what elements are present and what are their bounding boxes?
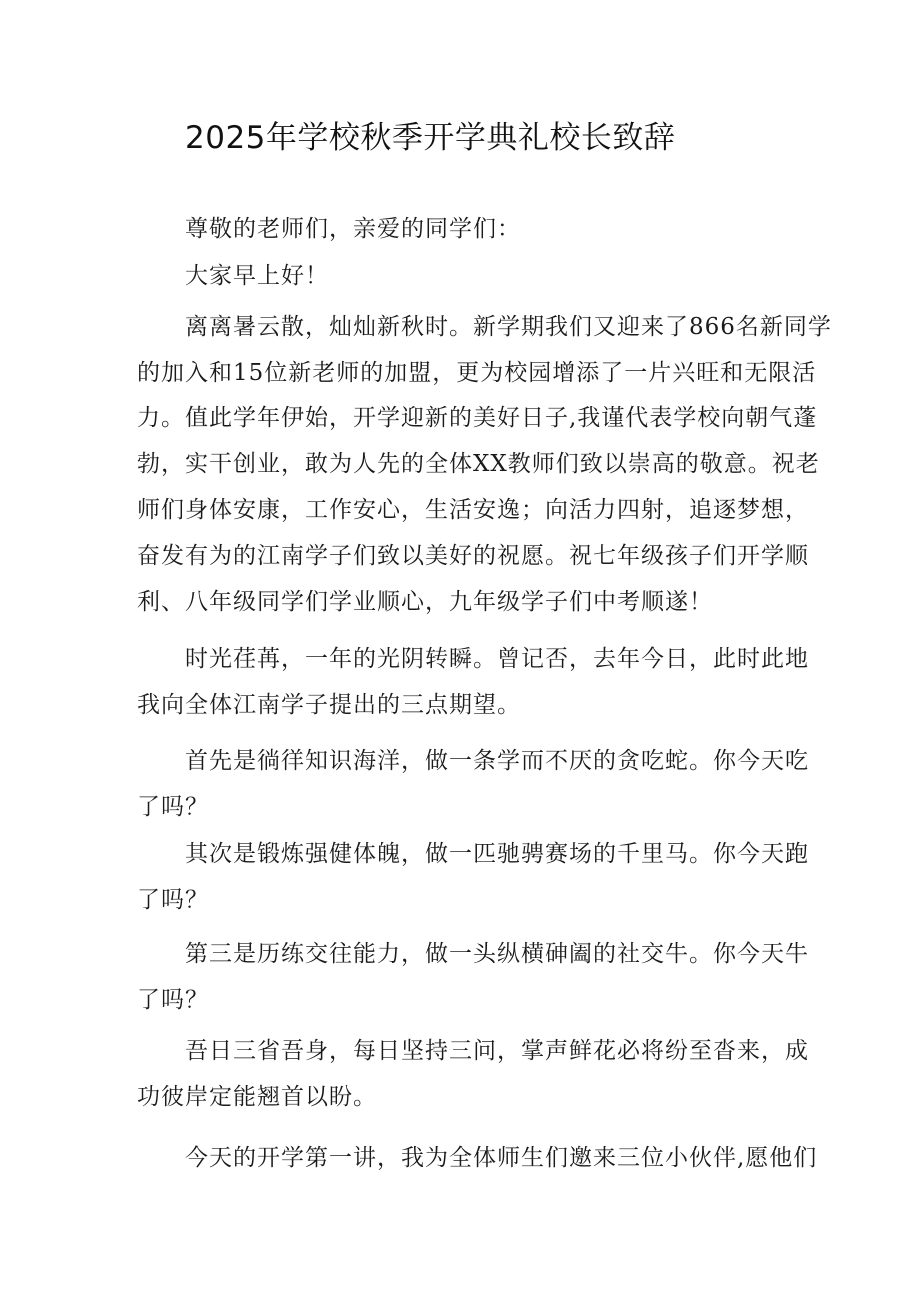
paragraph-line: 离离暑云散，灿灿新秋时。新学期我们又迎来了866名新同学 [185, 314, 832, 340]
paragraph-line: 我向全体江南学子提出的三点期望。 [137, 692, 521, 718]
paragraph-line: 今天的开学第一讲，我为全体师生们邀来三位小伙伴,愿他们 [185, 1145, 818, 1171]
salutation-line: 尊敬的老师们，亲爱的同学们： [185, 216, 521, 242]
paragraph-line: 的加入和15位新老师的加盟，更为校园增添了一片兴旺和无限活 [137, 360, 817, 386]
paragraph-line: 第三是历练交往能力，做一头纵横砷阖的社交牛。你今天牛 [185, 941, 809, 967]
paragraph-line: 勃，实干创业，敢为人先的全体XX教师们致以崇高的敬意。祝老 [137, 451, 820, 477]
paragraph-line: 师们身体安康，工作安心，生活安逸；向活力四射，追逐梦想， [137, 497, 809, 523]
greeting-line: 大家早上好！ [185, 263, 329, 289]
document-title: 2025年学校秋季开学典礼校长致辞 [185, 120, 676, 156]
paragraph-line: 吾日三省吾身，每日坚持三问，掌声鲜花必将纷至沓来，成 [185, 1038, 809, 1064]
paragraph-line: 首先是徜徉知识海洋，做一条学而不厌的贪吃蛇。你今天吃 [185, 748, 809, 774]
paragraph-line: 了吗？ [137, 987, 209, 1013]
paragraph-line: 利、八年级同学们学业顺心，九年级学子们中考顺遂！ [137, 589, 713, 615]
paragraph-line: 功彼岸定能翘首以盼。 [137, 1084, 377, 1110]
paragraph-line: 其次是锻炼强健体魄，做一匹驰骋赛场的千里马。你今天跑 [185, 841, 809, 867]
paragraph-line: 时光荏苒，一年的光阴转瞬。曾记否，去年今日，此时此地 [185, 646, 809, 672]
paragraph-line: 力。值此学年伊始，开学迎新的美好日子,我谨代表学校向朝气蓬 [137, 405, 818, 431]
paragraph-line: 了吗？ [137, 887, 209, 913]
paragraph-line: 奋发有为的江南学子们致以美好的祝愿。祝七年级孩子们开学顺 [137, 543, 809, 569]
paragraph-line: 了吗？ [137, 794, 209, 820]
